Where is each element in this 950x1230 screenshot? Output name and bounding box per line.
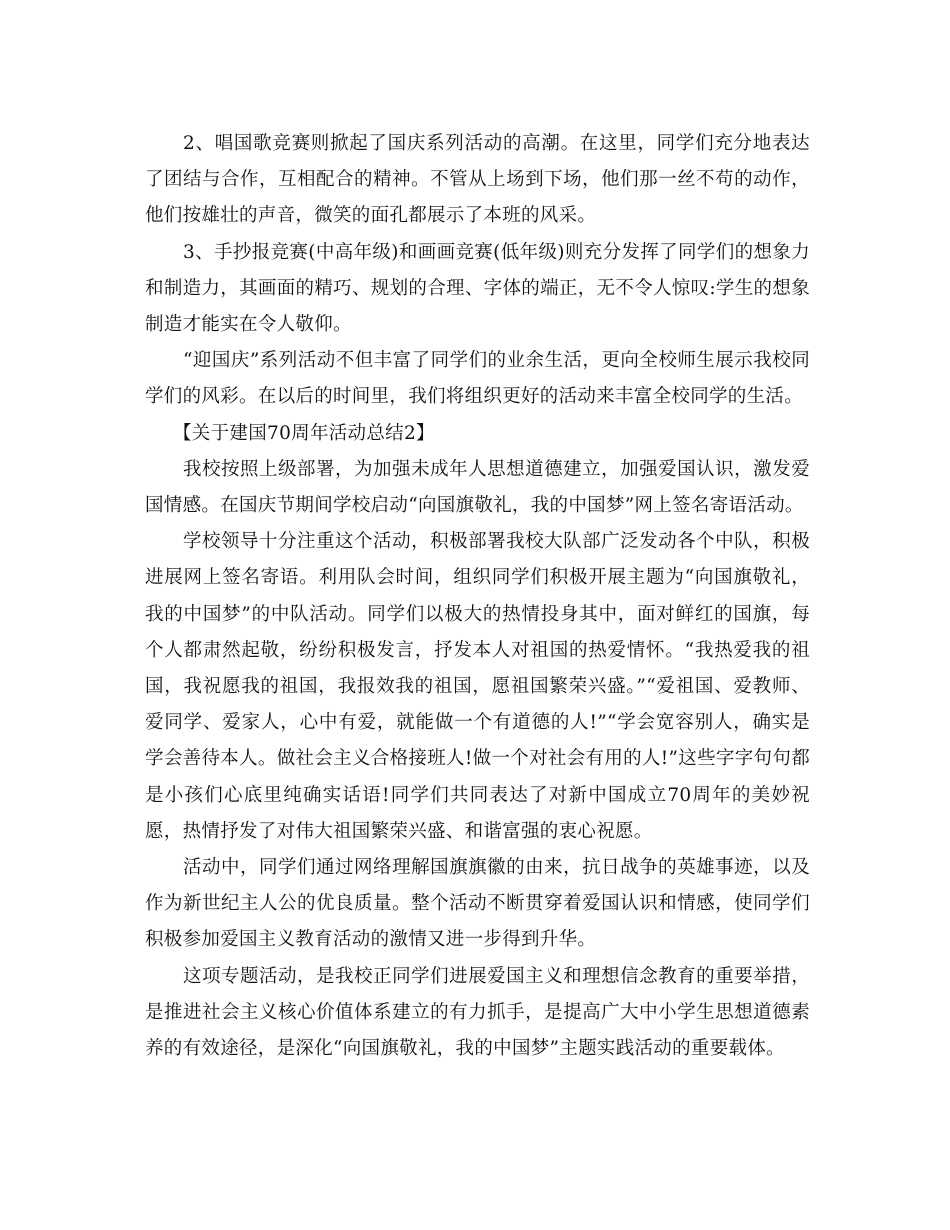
paragraph-handwritten-newspaper: 3、手抄报竞赛(中高年级)和画画竞赛(低年级)则充分发挥了同学们的想象力和制造力，其画面的精巧、规划的合理、字体的端正，无不令人惊叹:学生的想象制造才能实在令人敬仰。 — [145, 241, 810, 336]
document-body — [145, 126, 810, 1067]
paragraph-anthem-contest: 2、唱国歌竞赛则掀起了国庆系列活动的高潮。在这里，同学们充分地表达了团结与合作，互相配合的精神。不管从上场到下场，他们那一丝不苟的动作，他们按雄壮的声音，微笑的面孔都展示了本班的风采。 — [145, 133, 810, 227]
paragraph-conclusion: 这项专题活动，是我校正同学们进展爱国主义和理想信念教育的重要举措，是推进社会主义核心价值体系建立的有力抓手，是提高广大中小学生思想道德素养的有效途径，是深化“向国旗敬礼，我的中国梦”主题实践活动的重要载体。 — [145, 965, 810, 1060]
section-heading: 【关于建国70周年活动总结2】 — [173, 422, 435, 444]
paragraph-during-activity: 活动中，同学们通过网络理解国旗旗徽的由来，抗日战争的英雄事迹，以及作为新世纪主人公的优良质量。整个活动不断贯穿着爱国认识和情感，使同学们积极参加爱国主义教育活动的激情又进一步得到升华。 — [145, 857, 810, 951]
paragraph-leadership-activity: 学校领导十分注重这个活动，积极部署我校大队部广泛发动各个中队，积极进展网上签名寄语。利用队会时间，组织同学们积极开展主题为“向国旗敬礼，我的中国梦”的中队活动。同学们以极大的热情投身其中，面对鲜红的国旗，每个人都肃然起敬，纷纷积极发言，抒发本人对祖国的热爱情怀。“我热爱我的祖国，我祝愿我的祖国，我报效我的祖国，愿祖国繁荣兴盛。”“爱祖国、爱教师、爱同学、爱家人，心中有爱，就能做一个有道德的人!”“学会宽容别人，确实是学会善待本人。做社会主义合格接班人!做一个对社会有用的人!”这些字字句句都是小孩们心底里纯确实话语!同学们共同表达了对新中国成立70周年的美妙祝愿，热情抒发了对伟大祖国繁荣兴盛、和谐富强的衷心祝愿。 — [145, 531, 810, 842]
paragraph-school-deployment: 我校按照上级部署，为加强未成年人思想道德建立，加强爱国认识，激发爱国情感。在国庆节期间学校启动“向国旗敬礼，我的中国梦”网上签名寄语活动。 — [145, 458, 810, 517]
paragraph-series-summary: “迎国庆”系列活动不但丰富了同学们的业余生活，更向全校师生展示我校同学们的风彩。在以后的时间里，我们将组织更好的活动来丰富全校同学的生活。 — [145, 350, 810, 408]
